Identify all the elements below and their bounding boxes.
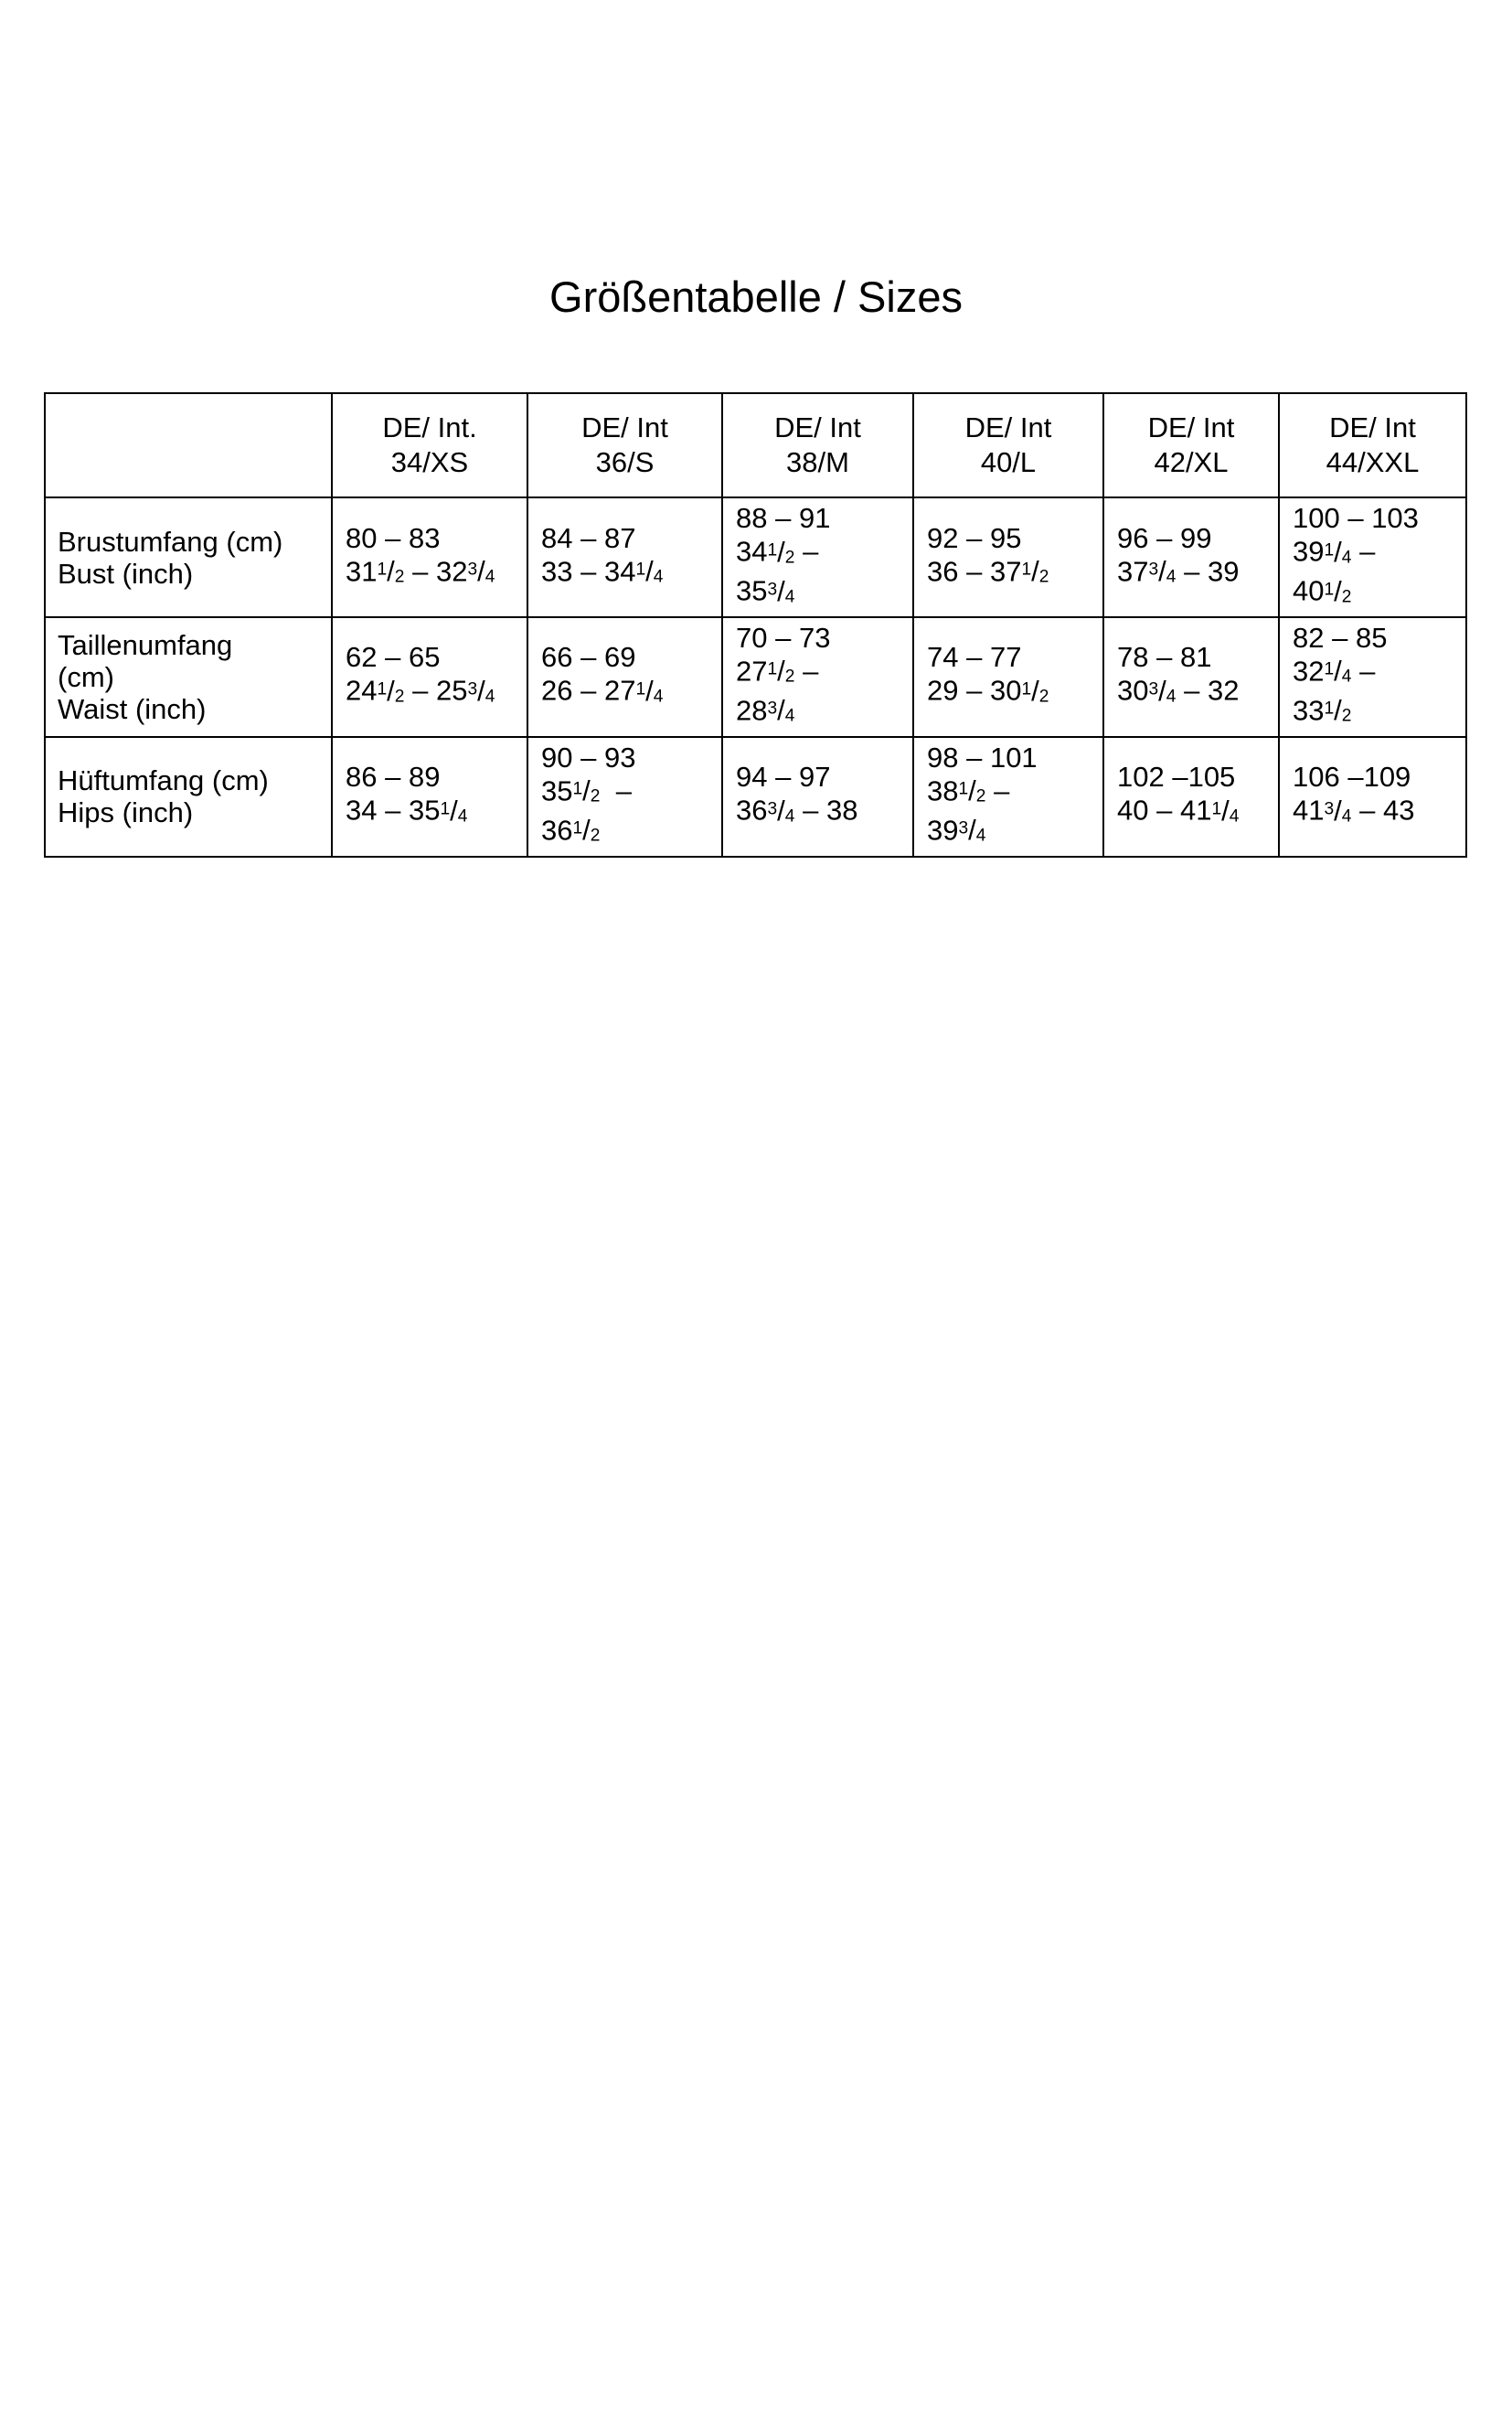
size-value-line: 100 – 103 [1293, 502, 1419, 535]
size-value-cell [332, 497, 527, 617]
size-value-line: 80 – 83 [346, 521, 441, 554]
size-table-body [45, 497, 1466, 856]
size-value-cell [527, 617, 722, 737]
fraction: $^3$/4 [467, 674, 495, 707]
header-line: 34/XS [390, 446, 469, 479]
size-value-cell [527, 497, 722, 617]
size-value-line: $29 - 30^1/2$ [927, 674, 1049, 707]
size-value-line: 82 – 85 [1293, 622, 1388, 655]
size-value-line: $36 - 37^1/2$ [927, 555, 1049, 588]
size-value-line: $34 - 35^1/4$ [346, 794, 468, 827]
size-value-cell [527, 737, 722, 857]
size-value-line: 88 – 91 [736, 502, 831, 535]
header-line: 36/S [595, 446, 655, 479]
row-label-line: Waist (inch) [58, 692, 207, 725]
size-value-line: 96 – 99 [1117, 521, 1212, 554]
size-value-cell [332, 617, 527, 737]
header-line: 44/XXL [1326, 446, 1420, 479]
size-value-cell [1279, 497, 1466, 617]
size-value-line: $33 - 34^1/4$ [541, 555, 664, 588]
size-value-line: $35^1/2$ – [541, 774, 632, 807]
header-row [45, 393, 1466, 497]
size-value-line: $37^3/4 - 39$ [1117, 555, 1240, 588]
size-value-line: $40^1/2$ [1293, 574, 1352, 607]
size-column-header [913, 393, 1103, 497]
fraction: $^3$/4 [1148, 555, 1177, 588]
fraction: $^1$/2 [1324, 574, 1352, 607]
page-title: Größentabelle / Sizes [549, 272, 963, 321]
fraction: $^3$/4 [767, 574, 795, 607]
header-line: DE/ Int. [382, 411, 477, 444]
size-value-line: 86 – 89 [346, 761, 441, 794]
fraction: $^1$/2 [1021, 674, 1049, 707]
size-value-line: $30^3/4 - 32$ [1117, 674, 1240, 707]
size-value-line: $27^1/2$ – [736, 655, 819, 688]
size-table [44, 392, 1467, 857]
size-value-line: $28^3/4$ [736, 694, 795, 727]
row-label [45, 737, 332, 857]
size-value-line: $33^1/2$ [1293, 694, 1352, 727]
fraction: $^3$/4 [958, 813, 986, 846]
size-column-header [1103, 393, 1279, 497]
fraction: $^1$/2 [767, 655, 795, 688]
size-value-line: 62 – 65 [346, 641, 441, 674]
size-value-cell [913, 497, 1103, 617]
size-value-line: 84 – 87 [541, 521, 636, 554]
size-column-header [332, 393, 527, 497]
header-line: 38/M [786, 446, 849, 479]
size-value-cell [1103, 497, 1279, 617]
size-value-line: 78 – 81 [1117, 641, 1212, 674]
fraction: $^1$/2 [572, 813, 601, 846]
size-value-line: 98 – 101 [927, 741, 1038, 774]
header-line: DE/ Int [1147, 411, 1235, 444]
row-label [45, 617, 332, 737]
size-value-line: $34^1/2$ – [736, 535, 819, 568]
size-value-cell [722, 497, 913, 617]
fraction: $^1$/2 [767, 535, 795, 568]
header-line: DE/ Int [581, 411, 668, 444]
header-line: DE/ Int [964, 411, 1052, 444]
size-value-cell [332, 737, 527, 857]
size-value-line: $40 - 41^1/4$ [1117, 794, 1240, 827]
row-label-line: Hüftumfang (cm) [58, 764, 269, 797]
fraction: $^1$/4 [635, 555, 664, 588]
fraction: $^1$/2 [377, 555, 405, 588]
size-value-cell [1103, 617, 1279, 737]
size-value-line: $31^1/2 - 32^3/4$ [346, 555, 495, 588]
size-value-line: $35^3/4$ [736, 574, 795, 607]
size-value-line: $36^3/4 - 38$ [736, 794, 858, 827]
size-value-line: 66 – 69 [541, 641, 636, 674]
size-value-line: $24^1/2 - 25^3/4$ [346, 674, 495, 707]
size-column-header [722, 393, 913, 497]
row-label-line: Bust (inch) [58, 557, 194, 590]
size-value-line: $26 - 27^1/4$ [541, 674, 664, 707]
document-page [0, 274, 1512, 858]
size-column-header [527, 393, 722, 497]
size-value-cell [1279, 617, 1466, 737]
size-value-line: $39^3/4$ [927, 813, 986, 846]
table-row [45, 497, 1466, 617]
fraction: $^3$/4 [1148, 674, 1177, 707]
row-label [45, 497, 332, 617]
corner-cell [45, 393, 332, 497]
size-value-cell [722, 617, 913, 737]
size-value-line: 74 – 77 [927, 641, 1022, 674]
fraction: $^1$/4 [635, 674, 664, 707]
fraction: $^1$/2 [572, 774, 601, 807]
row-label-line: Brustumfang (cm) [58, 525, 283, 558]
fraction: $^1$/2 [1021, 555, 1049, 588]
fraction: $^3$/4 [467, 555, 495, 588]
table-row [45, 737, 1466, 857]
fraction: $^1$/4 [1324, 655, 1352, 688]
row-label-line: Hips (inch) [58, 796, 194, 829]
row-label-line: Taillenumfang [58, 628, 233, 661]
size-value-line: 92 – 95 [927, 521, 1022, 554]
size-value-line: $39^1/4$ – [1293, 535, 1376, 568]
fraction: $^1$/2 [1324, 694, 1352, 727]
size-value-line: $36^1/2$ [541, 813, 601, 846]
fraction: $^3$/4 [1324, 794, 1352, 827]
size-value-line: $38^1/2$ – [927, 774, 1010, 807]
size-value-line: 70 – 73 [736, 622, 831, 655]
size-table-head [45, 393, 1466, 497]
size-value-cell [913, 617, 1103, 737]
size-value-cell [1279, 737, 1466, 857]
fraction: $^3$/4 [767, 694, 795, 727]
size-value-cell [1103, 737, 1279, 857]
size-value-cell [722, 737, 913, 857]
size-value-line: 90 – 93 [541, 741, 636, 774]
size-value-line: 94 – 97 [736, 761, 831, 794]
fraction: $^1$/4 [1324, 535, 1352, 568]
fraction: $^1$/2 [377, 674, 405, 707]
fraction: $^1$/4 [440, 794, 468, 827]
size-value-cell [913, 737, 1103, 857]
header-line: DE/ Int [774, 411, 861, 444]
size-value-line: 102 –105 [1117, 761, 1236, 794]
size-value-line: $32^1/4$ – [1293, 655, 1376, 688]
fraction: $^3$/4 [767, 794, 795, 827]
size-column-header [1279, 393, 1466, 497]
header-line: 42/XL [1154, 446, 1229, 479]
size-value-line: 106 –109 [1293, 761, 1411, 794]
header-line: DE/ Int [1329, 411, 1416, 444]
fraction: $^1$/4 [1211, 794, 1240, 827]
header-line: 40/L [980, 446, 1037, 479]
row-label-line: (cm) [58, 660, 114, 693]
size-value-line: $41^3/4 - 43$ [1293, 794, 1415, 827]
table-row [45, 617, 1466, 737]
fraction: $^1$/2 [958, 774, 986, 807]
